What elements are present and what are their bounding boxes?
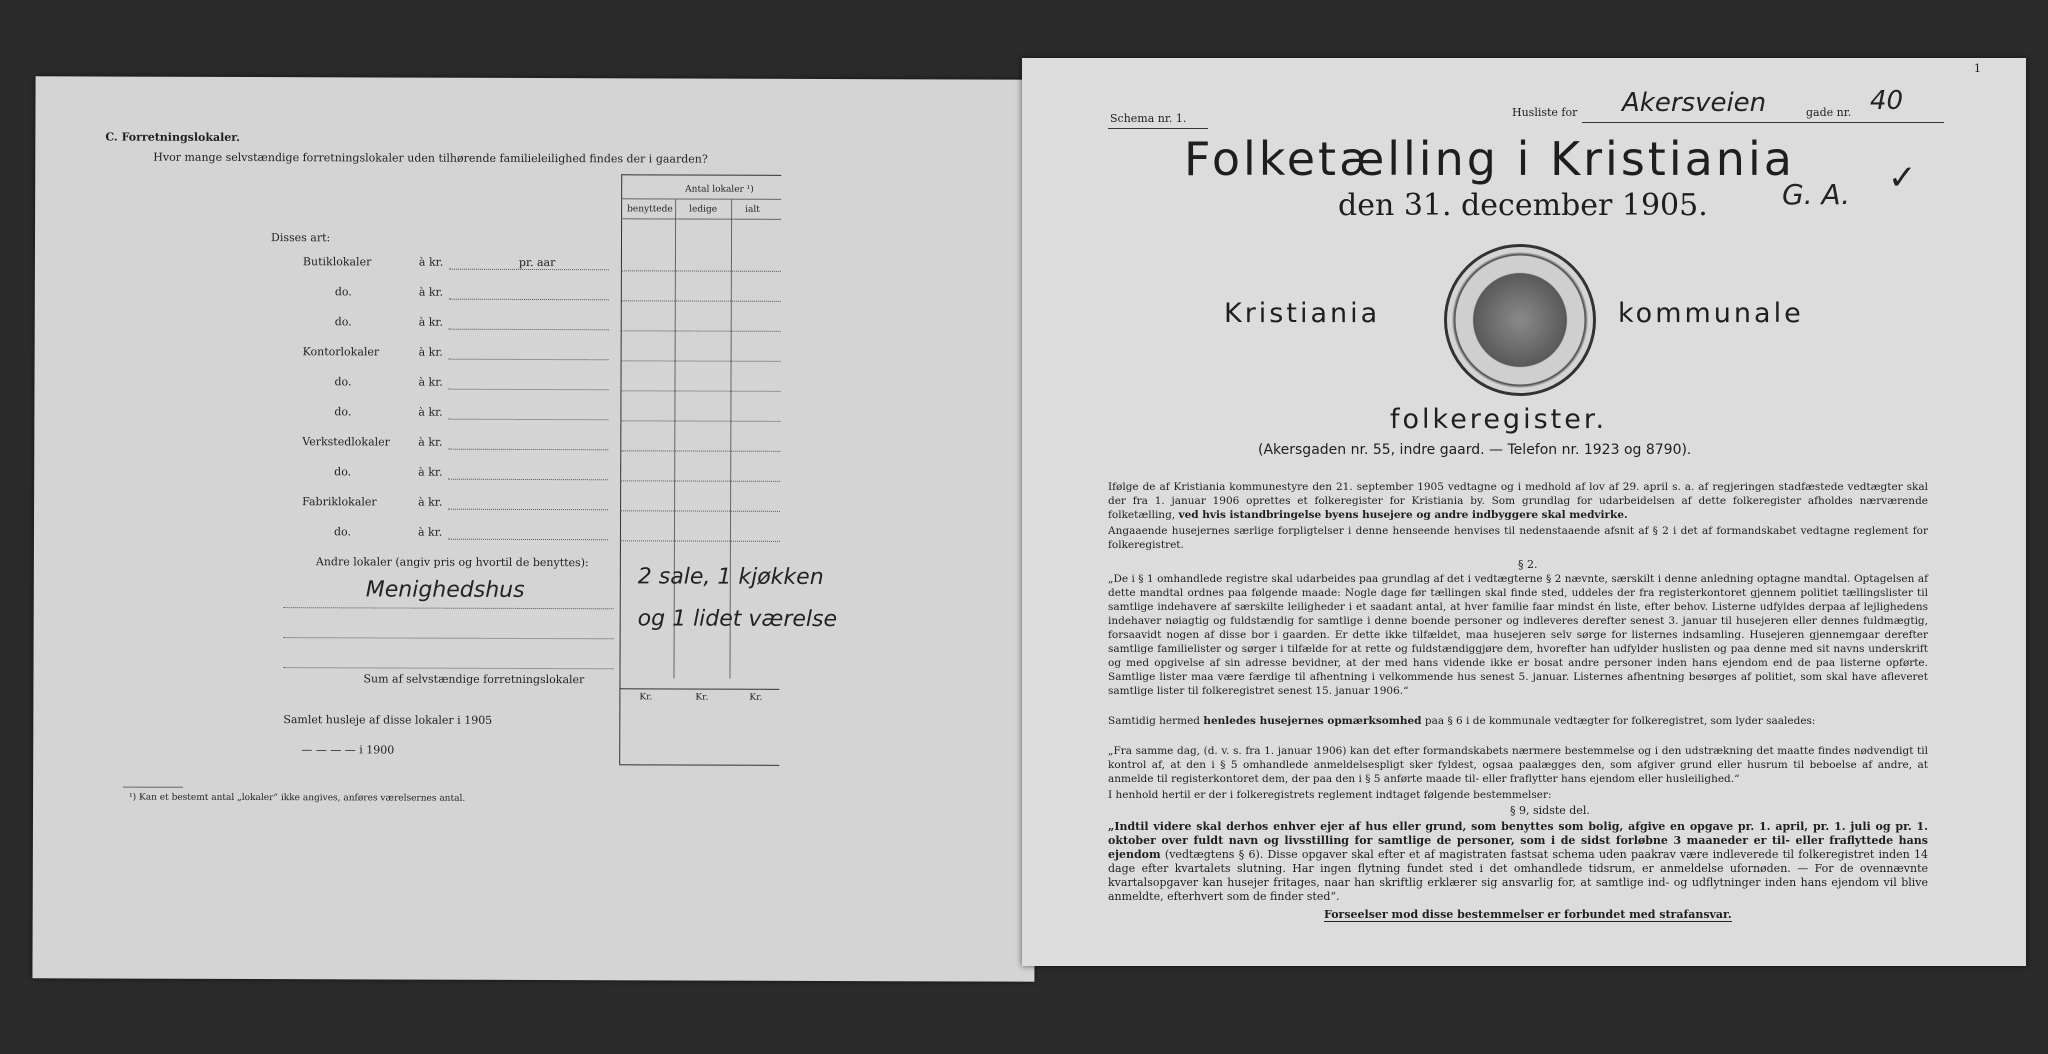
paragraph-2: Angaaende husejernes særlige forpligtelser i denne henseende henvises til nedenstaaende afsnit af § 2 i det af formandskabet vedtagne reglement for folkeregistret. <box>1108 525 1928 551</box>
kommunale-word: kommunale <box>1618 298 1804 329</box>
row-fill-line <box>448 509 608 511</box>
paragraph-3: „De i § 1 omhandlede registre skal udarbeides paa grundlag af det i vedtægterne § 2 nævnte, særskilt i denne anledning optagne mandtal. Optagelsen af dette mandtal ordnes paa følgende maade: Nogle dage før tællingen skal finde sted, uddeles der fra registerkontoret gjennem politiet tællingslister til samtlige indehavere af særskilte leiligheder i et saadant antal, at hver familie faar mindst én liste, efter behov. Listerne udfyldes derpaa af lejlighedens indehaver nøiagtig og fuldstændig for samtlige i denne boende personer og indleveres derefter senest 3. januar til husejeren eller dennes fuldmægtig, forsaavidt nogen af disse bor i gaarden. Er dette ikke tilfældet, maa husejeren selv sørge for listernes indsamling. Husejeren gjennemgaar derefter samtlige familielister og sørger i tilfælde for at rette og fuldstændiggjøre dem, hvorefter han udfylder huslisten og paa denne med sit navns underskrift og med opgivelse af sin adresse bevidner, at der med hans vidende ikke er bosat andre personer inden hans ejendom end de paa listerne opførte. Samtlige lister maa være færdige til afhentning i velkommende hus senest 5. januar. Listernes afhentning besørges af politiet, som skal have afleveret samtlige lister til folkeregistret senest 15. januar 1906.“ <box>1108 573 1928 697</box>
footnote-rule <box>123 787 183 788</box>
fill-line <box>284 637 614 639</box>
row-fill-line <box>448 419 608 421</box>
row-label: Verkstedlokaler <box>302 435 390 449</box>
row-akr: à kr. <box>418 465 443 479</box>
row-label: Fabriklokaler <box>302 495 377 509</box>
table-row-rule <box>621 300 781 302</box>
row-akr: à kr. <box>418 345 443 359</box>
row-fill-line <box>449 359 609 361</box>
handwritten-rooms-1: 2 sale, 1 kjøkken <box>637 564 824 591</box>
row-label: do. <box>334 405 352 419</box>
row-akr: à kr. <box>418 255 444 269</box>
row-akr: à kr. <box>418 405 443 419</box>
address-line: (Akersgaden nr. 55, indre gaard. — Telefon nr. 1923 og 8790). <box>1258 442 1692 458</box>
row-fill-line <box>448 539 608 541</box>
row-label: do. <box>334 285 352 299</box>
row-label: Kontorlokaler <box>302 345 380 359</box>
section-2-heading: § 2. <box>1518 558 1538 571</box>
row-fill-line <box>449 269 609 271</box>
row-label: do. <box>334 315 352 329</box>
page-number: 1 <box>1974 62 1981 75</box>
table-col-header: Antal lokaler ¹) <box>685 184 754 195</box>
question-text: Hvor mange selvstændige forretningslokaler uden tilhørende familieleilighed findes der i gaarden? <box>153 150 708 166</box>
handwritten-note: G. A. <box>1782 178 1851 211</box>
check-mark-icon: ✓ <box>1888 158 1917 198</box>
footer-warning: Forseelser mod disse bestemmelser er forbundet med strafansvar. <box>1324 908 1732 921</box>
right-page <box>1022 58 2026 966</box>
fill-line <box>284 667 614 669</box>
kr-label: Kr. <box>749 692 763 703</box>
col-ialt: ialt <box>745 204 760 215</box>
table-row-rule <box>621 330 781 332</box>
paragraph-7: „Indtil videre skal derhos enhver ejer af hus eller grund, som benyttes som bolig, afgive en opgave pr. 1. april, pr. 1. juli og pr. 1. oktober over fuldt navn og livsstilling for samtlige de personer, som i de sidst forløbne 3 maaneder er til- eller fraflyttede hans ejendom (vedtægtens § 6). Disse opgaver skal efter et af magistraten fastsat schema uden paakrav være indleverede til folkeregistret inden 14 dage efter kvartalets slutning. Har ingen flytning fundet sted i det omhandlede tidsrum, er anmeldelse ufornøden. — For de ovennævnte kvartalsopgaver kan husejer fritages, naar han skriftlig erklærer sig ansvarlig for, at samtlige ind- og udflytninger inden hans ejendom vil blive anmeldte, efterhvert som de finder sted“. <box>1108 820 1929 903</box>
table-row-rule <box>620 480 780 482</box>
paragraph-5: „Fra samme dag, (d. v. s. fra 1. januar 1906) kan det efter formandskabets nærmere bestemmelse og i den udstrækning det maatte findes nødvendigt til kontrol af, at den i § 5 omhandlede anmeldelsespligt sker fyldest, ogsaa paalægges den, som afgiver grund eller husrum til beboelse af andre, at anmelde til registerkontoret dem, der paa den i § 5 anførte maade til- eller fraflytter hans ejendom eller husleilighed.“ <box>1108 745 1928 785</box>
header-rule <box>621 198 781 200</box>
header-rule <box>621 218 781 220</box>
row-akr: à kr. <box>418 285 444 299</box>
row-label: Butiklokaler <box>302 255 372 269</box>
table-row-rule <box>620 540 780 542</box>
row-fill-line <box>448 449 608 451</box>
row-fill-line <box>448 479 608 481</box>
row-akr: à kr. <box>418 375 443 389</box>
left-page <box>32 76 1037 981</box>
row-label: do. <box>333 525 351 539</box>
sum-rule <box>619 688 779 690</box>
folkeregister-heading: folkeregister. <box>1390 404 1608 435</box>
sum-label: Sum af selvstændige forretningslokaler <box>363 672 585 687</box>
date-heading: den 31. december 1905. <box>1338 188 1708 223</box>
schema-underline <box>1108 128 1208 129</box>
footnote: ¹) Kan et bestemt antal „lokaler“ ikke angives, anføres værelsernes antal. <box>129 792 466 804</box>
table-row-rule <box>620 450 780 452</box>
kristiania-word: Kristiania <box>1224 298 1381 329</box>
samlet-1905: Samlet husleje af disse lokaler i 1905 <box>283 713 493 727</box>
row-akr: à kr. <box>418 435 443 449</box>
paragraph-4: Samtidig hermed henledes husejernes opmærksomhed paa § 6 i de kommunale vedtægter for folkeregistret, som lyder saaledes: <box>1108 715 1816 727</box>
andre-lokaler-label: Andre lokaler (angiv pris og hvortil de benyttes): <box>315 555 589 570</box>
husliste-street: Akersveien <box>1622 88 1767 118</box>
row-fill-line <box>448 389 608 391</box>
table-left-rule <box>619 174 622 764</box>
row-fill-line <box>449 329 609 331</box>
husliste-label: Husliste for <box>1512 106 1578 119</box>
husliste-underline <box>1582 122 1944 123</box>
page-title: Folketælling i Kristiania <box>1184 132 1795 186</box>
section-heading: C. Forretningslokaler. <box>105 130 240 144</box>
paragraph-1: Ifølge de af Kristiania kommunestyre den 21. september 1905 vedtagne og i medhold af lov af 29. april s. a. af regjeringen stadfæstede vedtægter skal der fra 1. januar 1906 oprettes et folkeregister for Kristiania by. Som grundlag for udarbeidelsen af dette folkeregister afholdes nærværende folketælling, ved hvis istandbringelse byens husejere og andre indbyggere skal medvirke. <box>1108 481 1928 521</box>
table-row-rule <box>621 360 781 362</box>
city-seal-icon <box>1444 244 1596 396</box>
gade-number: 40 <box>1870 86 1904 116</box>
kr-label: Kr. <box>695 692 709 703</box>
row-akr: à kr. <box>417 525 443 539</box>
schema-number: Schema nr. 1. <box>1110 112 1187 125</box>
table-row-rule <box>620 510 780 512</box>
col-benyttede: benyttede <box>627 204 673 215</box>
row-akr: à kr. <box>418 495 443 509</box>
table-row-rule <box>620 420 780 422</box>
handwritten-menighedshus: Menighedshus <box>365 577 525 603</box>
fill-line <box>284 607 614 609</box>
section-9-heading: § 9, sidste del. <box>1510 804 1590 817</box>
samlet-1900: — — — — i 1900 <box>301 743 395 757</box>
row-fill-line <box>449 299 609 301</box>
row-pr-aar: pr. aar <box>518 255 556 270</box>
row-akr: à kr. <box>418 315 444 329</box>
table-row-rule <box>620 390 780 392</box>
col-ledige: ledige <box>689 204 718 215</box>
disses-art-label: Disses art: <box>270 231 331 245</box>
paragraph-6: I henhold hertil er der i folkeregistrets reglement indtaget følgende bestemmelser: <box>1108 789 1552 801</box>
handwritten-rooms-2: og 1 lidet værelse <box>637 606 838 633</box>
row-label: do. <box>334 375 352 389</box>
kr-label: Kr. <box>639 692 653 703</box>
table-bottom-rule <box>619 764 779 766</box>
table-top-rule <box>621 174 781 176</box>
gade-label: gade nr. <box>1806 106 1852 119</box>
table-row-rule <box>621 270 781 272</box>
row-label: do. <box>334 465 352 479</box>
